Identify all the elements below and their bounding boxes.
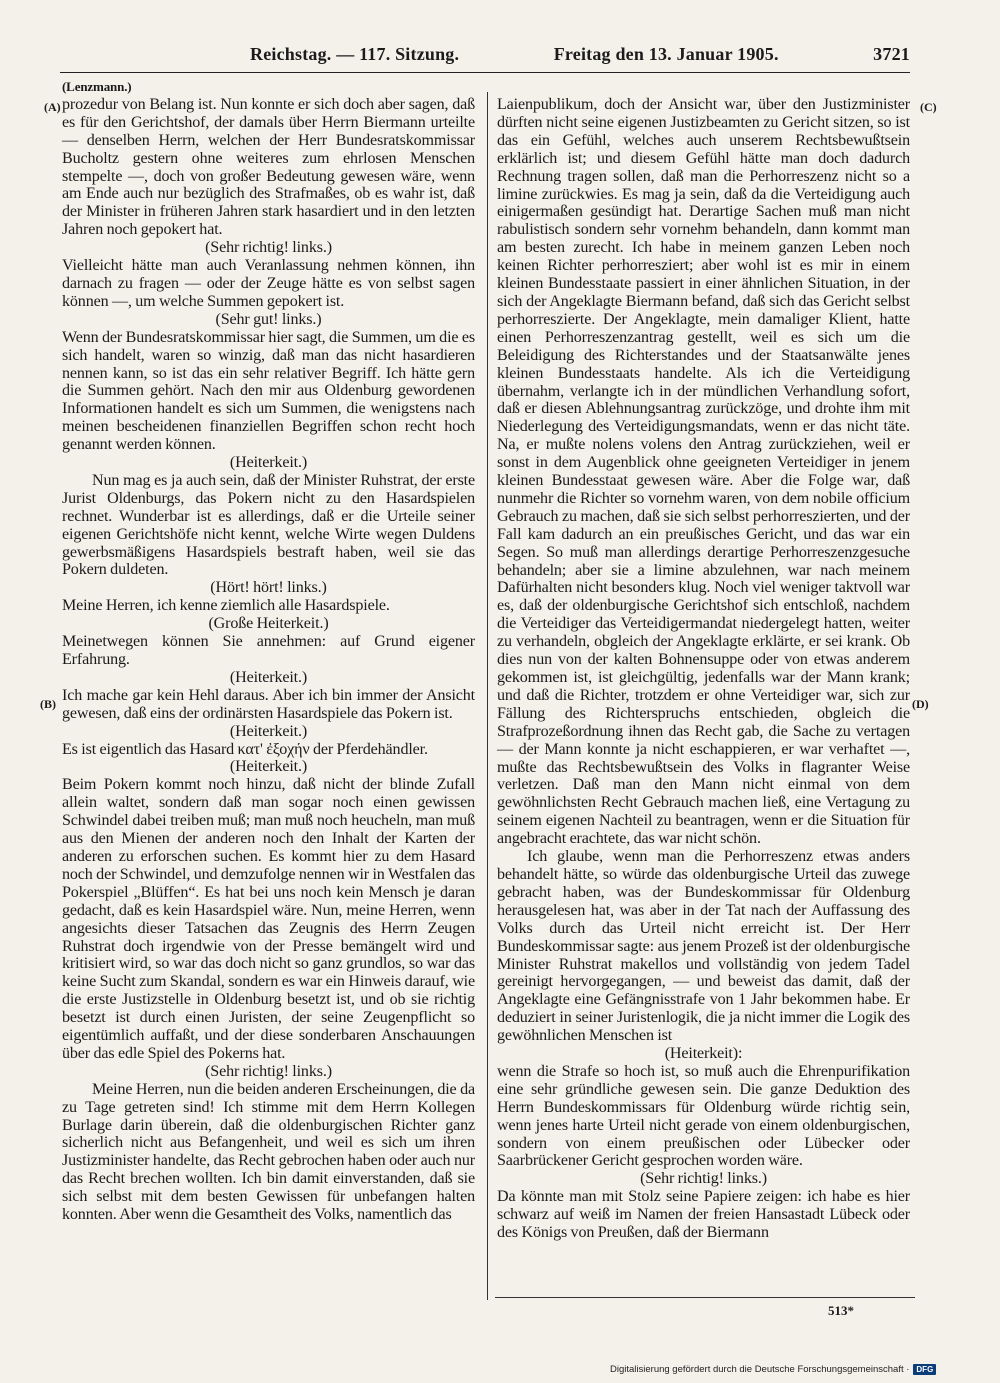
margin-mark-c: (C) xyxy=(920,100,937,114)
interjection: (Sehr richtig! links.) xyxy=(640,1170,767,1188)
interjection: (Heiterkeit.) xyxy=(229,722,308,740)
interjection: (Heiterkeit.) xyxy=(229,454,308,472)
margin-mark-b: (B) xyxy=(40,697,56,711)
interjection: (Sehr richtig! links.) xyxy=(205,1062,332,1080)
paragraph: Nun mag es ja auch sein, daß der Minister Ruhstrat, der erste Jurist Oldenburgs, das Pokern nicht zu den Hasardspielen rechnet. Wunderbar ist es allerdings, daß er die Urteile seiner eigenen Gerichtshöfe nicht kennt, welche Wirte wegen Duldens gewerbsmäßigens Hasardspiels bestraft haben, weil sie das Pokern duldeten. xyxy=(62,471,475,579)
interjection: (Sehr richtig! links.) xyxy=(205,239,332,257)
paragraph: Laienpublikum, doch der Ansicht war, über den Justizminister dürften nicht seine eigenen Justizbeamten zu Gericht sitzen, so ist das ein Gefühl, welches auch unserem Rechtsbewußtsein erklärlich ist; und diesem Gefühl hätte man doch dadurch Rechnung tragen sollen, daß man die Perhorreszenz nicht so a limine zurückwies. Es mag ja sein, daß da die Verteidigung auch einigermaßen gesündigt hat. Derartige Sachen muß man nicht rabulistisch sondern sehr vornehm behandeln, dann kommt man am besten zurecht. Ich habe in meinem ganzen Leben noch keinen Richter perhorresziert; aber wohl ist es mir in einem kleinen Bundesstaate passiert in einer ähnlichen Situation, in der sich der Angeklagte Biermann befand, daß sich das Gericht selbst perhorreszierte. Der Angeklagte, mein damaliger Klient, hatte einen Perhorreszenzantrag gestellt, weil es sich um die Beleidigung des Richterstandes und der Staatsanwälte jenes kleinen Bundesstaats handelte. Als ich die Verteidigung übernahm, verlangte ich in der mündlichen Verhandlung sofort, daß er diesen Ablehnungsantrag zurückzöge, und drohte ihm mit Niederlegung des Verteidigungsmandats, wenn er das nicht täte. Na, er mußte nolens volens den Antrag zurückziehen, weil er sonst in dem Augenblick ohne geeigneten Verteidiger in jenem kleinen Bundesstaat gewesen wäre. Aber die Folge war, daß nunmehr die Richter so vornehm waren, von dem nobile officium Gebrauch zu machen, daß sie sich selbst perhorreszierten, und der Fall kam dadurch an ein preußisches Gericht, und das war ein Segen. So muß man allerdings derartige Perhorreszenzgesuche behandeln; aber sie a limine abzulehnen, war nach meinem Dafürhalten nicht besonders klug. Noch viel weniger taktvoll war es, daß der oldenburgische Gerichtshof sich entschloß, nachdem die Verteidiger das Verteidigermandat niedergelegt hatten, weiter zu verhandeln, obgleich der Angeklagte erklärte, er sei krank. Ob dies nun von der kalten Bohnensuppe oder von etwas anderem gekommen ist, ist gleichgültig, jedenfalls war der Mann krank; und daß die Richter, trotzdem er ohne Verteidiger war, sich zur Fällung des Richterspruchs entschieden, obgleich die Strafprozeßordnung ihnen das Recht gab, die Sache zu vertagen — der Mann konnte ja nicht eschappieren, er war verhaftet —, mußte das Rechtsbewußtsein des Volks in flagranter Weise verletzen. Daß man den Mann nicht einmal von dem gewöhnlichsten Recht Gebrauch machen ließ, eine Vertagung zu seinem eigenen Nachteil zu beantragen, wenn er die Situation für angebracht erachtete, das war nicht schön. xyxy=(497,96,910,848)
digitization-credit xyxy=(610,1364,936,1375)
right-column xyxy=(497,96,910,1242)
interjection: (Heiterkeit): xyxy=(664,1045,743,1063)
paragraph: Beim Pokern kommt noch hinzu, daß nicht der blinde Zufall allein waltet, sondern daß man sogar noch einen gewissen Schwindel dabei treiben muß; man muß noch heucheln, man muß aus den Mienen der anderen noch den Inhalt der Karten der anderen zu erforschen suchen. Es kommt hier zu dem Hasard noch der Schwindel, und demzufolge nennen wir in Westfalen das Pokerspiel „Blüffen“. Es hat bei uns noch kein Mensch je daran gedacht, daß es kein Hasardspiel wäre. Nun, meine Herren, wenn angesichts dieser Tatsachen das Zeugnis des Herrn Zeugen Ruhstrat doch irgendwie von der Presse bemängelt wird und kritisiert wird, so war das doch nicht so ganz grundlos, so war das keine Sucht zum Skandal, sondern es war ein Hinweis darauf, wie die erste Justizstelle in Oldenburg besetzt ist, und ob sie richtig besetzt ist durch einen Juristen, der seine Zeugenpflicht so eigentümlich auffaßt, und der diese sonderbaren Anschauungen über das edle Spiel des Pokerns hat. xyxy=(62,776,475,1062)
paragraph: Vielleicht hätte man auch Veranlassung nehmen können, ihn darnach zu fragen — oder der Zeuge hätte es von selbst sagen können —, um welche Summen gepokert ist. xyxy=(62,257,475,310)
paragraph: Ich mache gar kein Hehl daraus. Aber ich bin immer der Ansicht gewesen, daß eins der ordinärsten Hasardspiele das Pokern ist. xyxy=(62,686,475,722)
credit-text: Digitalisierung gefördert durch die Deutsche Forschungsgemeinschaft · xyxy=(610,1364,910,1375)
speaker-name: (Lenzmann.) xyxy=(62,79,132,94)
header-rule xyxy=(60,72,910,73)
running-header xyxy=(250,44,910,65)
footer-rule xyxy=(495,1297,915,1298)
page-number: 3721 xyxy=(873,44,910,64)
interjection: (Heiterkeit.) xyxy=(229,668,308,686)
interjection: (Hört! hört! links.) xyxy=(210,579,327,597)
paragraph: Es ist eigentlich das Hasard κατ' ἐξοχήν der Pferdehändler. xyxy=(62,740,428,758)
paragraph: prozedur von Belang ist. Nun konnte er sich doch aber sagen, daß es für den Gerichtshof, der damals über Herrn Biermann urteilte — denselben Herrn, welchen der Herr Bundesratskommissar Bucholtz gestern ohne weiteres zum ehrlosen Menschen stempelte —, doch von großer Bedeutung gewesen wäre, wenn am Ende auch nur bezüglich des Strafmaßes, ob es wahr ist, daß der Minister in früheren Jahren stark hasardiert und in den letzten Jahren noch gepokert hat. xyxy=(62,95,475,239)
margin-mark-d: (D) xyxy=(912,697,929,711)
paragraph: Meine Herren, ich kenne ziemlich alle Hasardspiele. xyxy=(62,597,390,615)
paragraph: Meine Herren, nun die beiden anderen Erscheinungen, die da zu Tage getreten sind! Ich stimme mit dem Herrn Kollegen Burlage darin überein, daß die oldenburgischen Richter ganz sicherlich nicht aus Befangenheit, und weil es sich um ihren Justizminister handelte, das Recht gebrochen haben oder auch nur das Recht brechen wollten. Ich bin damit einverstanden, daß sie sich selbst mit dem besten Gewissen für unbefangen halten konnten. Aber wenn die Gesamtheit des Volks, namentlich das xyxy=(62,1080,475,1224)
column-divider xyxy=(487,92,488,1300)
paragraph: Da könnte man mit Stolz seine Papiere zeigen: ich habe es hier schwarz auf weiß im Namen der freien Hansastadt Lübeck oder des Königs von Preußen, daß der Biermann xyxy=(497,1188,910,1242)
dfg-logo-icon: DFG xyxy=(913,1364,936,1375)
interjection: (Große Heiterkeit.) xyxy=(208,615,329,633)
paragraph: Meinetwegen können Sie annehmen: auf Grund eigener Erfahrung. xyxy=(62,633,475,668)
signature-mark: 513* xyxy=(828,1303,854,1318)
paragraph: wenn die Strafe so hoch ist, so muß auch die Ehrenpurifikation eine sehr gründliche gewesen sein. Die ganze Deduktion des Herrn Bundeskommissars für Oldenburg würde richtig sein, wenn jenes harte Urteil nicht gerade von einem oldenburgischen, sondern von einem preußischen oder Lübecker oder Saarbrückener Gericht gesprochen worden wäre. xyxy=(497,1062,910,1170)
margin-mark-a: (A) xyxy=(44,100,61,114)
paragraph: Wenn der Bundesratskommissar hier sagt, die Summen, um die es sich handelt, waren so winzig, daß man das nicht hasardieren nennen kann, so ist das ein sehr relativer Begriff. Ich hätte gern die Summen gehört. Nach den mir aus Oldenburg gewordenen Informationen handelt es sich um Summen, die wenigstens nach meinen bescheidenen finanziellen Begriffen schon recht hoch genannt werden können. xyxy=(62,328,475,454)
interjection: (Sehr gut! links.) xyxy=(215,310,322,328)
left-column xyxy=(62,80,475,1224)
paragraph: Ich glaube, wenn man die Perhorreszenz etwas anders behandelt hätte, so würde das oldenburgische Urteil das zuwege gebracht haben, was der Bundeskommissar für Oldenburg herausgelesen hat, was aber in der Tat nach der Auffassung des Volks durch das Urteil nicht erreicht ist. Der Herr Bundeskommissar sagte: aus jenem Prozeß ist der oldenburgische Minister Ruhstrat makellos und vollständig von jedem Tadel gereinigt hervorgegangen, — und beweist das damit, daß der Angeklagte eine Gefängnisstrafe von 1 Jahr bekommen habe. Er deduziert in seiner Juristenlogik, die ja nicht immer die Logik des gewöhnlichen Menschen ist xyxy=(497,848,910,1045)
interjection: (Heiterkeit.) xyxy=(229,758,308,776)
header-left: Reichstag. — 117. Sitzung. xyxy=(250,44,460,64)
header-center: Freitag den 13. Januar 1905. xyxy=(553,44,779,64)
